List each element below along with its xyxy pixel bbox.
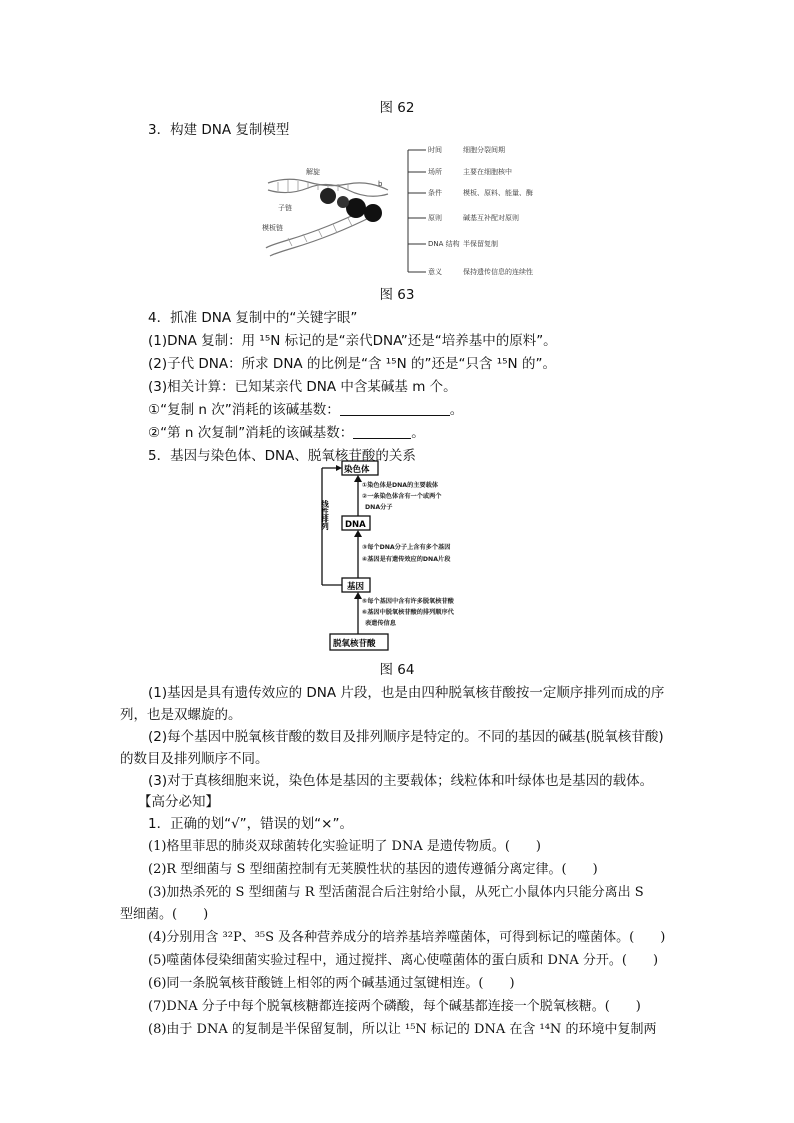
tree-label-time: 时间 <box>428 146 442 154</box>
enzyme-blob <box>320 188 336 204</box>
judge-item-1: (1)格里菲思的肺炎双球菌转化实验证明了 DNA 是遗传物质。( ) <box>148 839 542 854</box>
judge-item-8: (8)由于 DNA 的复制是半保留复制，所以让 ¹⁵N 标记的 DNA 在含 ¹⁴N 的环境中复制两 <box>148 1022 657 1037</box>
fig62-caption: 图 62 <box>379 100 415 116</box>
dna-replication-diagram <box>258 138 558 283</box>
tree-label-meaning: 意义 <box>428 268 442 276</box>
judge-item-7: (7)DNA 分子中每个脱氧核糖都连接两个磷酸，每个碱基都连接一个脱氧核糖。( ) <box>148 999 641 1014</box>
judge-heading: 1．正确的划“√”，错误的划“×”。 <box>148 816 353 832</box>
box-dna: DNA <box>345 520 366 530</box>
judge-item-2: (2)R 型细菌与 S 型细菌控制有无荚膜性状的基因的遗传遵循分离定律。( ) <box>148 862 598 877</box>
tree-label-condition: 条件 <box>428 189 442 197</box>
section4-title: 4．抓准 DNA 复制中的“关键字眼” <box>148 310 358 326</box>
box-nucleotide: 脱氧核苷酸 <box>333 639 376 649</box>
section5-title: 5．基因与染色体、DNA、脱氧核苷酸的关系 <box>148 448 416 464</box>
para1-line2: 列，也是双螺旋的。 <box>120 707 242 723</box>
section4-line4 <box>148 401 463 419</box>
tree-label-principle: 原则 <box>428 214 442 222</box>
tree-text: 保持遗传信息的连续性 <box>463 268 533 276</box>
para1-line1: (1)基因是具有遗传效应的 DNA 片段，也是由四种脱氧核苷酸按一定顺序排列而成的序 <box>148 685 665 701</box>
line5-end: 。 <box>411 425 425 441</box>
judge-item-3a: (3)加热杀死的 S 型细菌与 R 型活菌混合后注射给小鼠，从死亡小鼠体内只能分离出 S <box>148 885 644 900</box>
para2-line2: 的数目及排列顺序不同。 <box>120 751 269 767</box>
note-3b: ⑥基因中脱氧核苷酸的排列顺序代 <box>362 609 454 616</box>
enzyme-blob <box>337 196 349 208</box>
tree-text: 模板、原料、能量、酶 <box>463 189 533 197</box>
tree-text: 细胞分裂间期 <box>463 146 505 154</box>
note-1c: DNA分子 <box>365 504 393 511</box>
note-3c: 表遗传信息 <box>365 620 396 627</box>
label-c: 模板链 <box>262 224 283 232</box>
tree-label-place: 场所 <box>428 168 442 176</box>
judge-item-5: (5)噬菌体侵染细菌实验过程中，通过搅拌、离心使噬菌体的蛋白质和 DNA 分开。( ) <box>148 953 659 968</box>
line5-text: ②“第 n 次复制”消耗的该碱基数： <box>148 425 354 441</box>
answer-blank-1[interactable] <box>340 401 450 416</box>
enzyme-blob <box>364 204 382 222</box>
note-2a: ③每个DNA分子上含有多个基因 <box>362 544 451 551</box>
label-a: 解旋 <box>306 168 320 176</box>
note-3a: ⑤每个基因中含有许多脱氧核苷酸 <box>362 598 454 605</box>
box-gene: 基因 <box>347 582 365 592</box>
tree-text: 主要在细胞核中 <box>463 168 512 176</box>
enzyme-blob <box>346 198 366 218</box>
note-1a: ①染色体是DNA的主要载体 <box>362 482 439 489</box>
judge-item-6: (6)同一条脱氧核苷酸链上相邻的两个碱基通过氢键相连。( ) <box>148 976 515 991</box>
section4-line5 <box>148 424 425 442</box>
line4-text: ①“复制 n 次”消耗的该碱基数： <box>148 402 340 418</box>
note-1b: ②一条染色体含有一个或两个 <box>362 493 442 500</box>
side-label-linear: 线性排列 <box>320 500 330 530</box>
fig63-caption: 图 63 <box>379 287 415 303</box>
gaofen-heading: 【高分必知】 <box>138 794 219 810</box>
tree-text: 碱基互补配对原则 <box>463 214 519 222</box>
gene-relation-diagram <box>308 458 508 654</box>
box-chromosome: 染色体 <box>344 465 370 475</box>
section4-line2: (2)子代 DNA：所求 DNA 的比例是“含 ¹⁵N 的”还是“只含 ¹⁵N 的”。 <box>148 356 556 372</box>
label-b: 子链 <box>278 204 292 212</box>
tree-label-structure: DNA 结构 <box>428 240 460 248</box>
figure-63 <box>258 138 558 283</box>
para3: (3)对于真核细胞来说，染色体是基因的主要载体；线粒体和叶绿体也是基因的载体。 <box>148 773 654 789</box>
figure-64 <box>308 458 508 654</box>
note-2b: ④基因是有遗传效应的DNA片段 <box>362 556 451 563</box>
label-d: b <box>378 180 383 188</box>
section3-title: 3．构建 DNA 复制模型 <box>148 122 290 138</box>
fig64-caption: 图 64 <box>379 662 415 678</box>
answer-blank-2[interactable] <box>353 424 411 439</box>
tree-text: 半保留复制 <box>463 240 498 248</box>
section4-line3: (3)相关计算：已知某亲代 DNA 中含某碱基 m 个。 <box>148 379 457 395</box>
judge-item-3b: 型细菌。( ) <box>120 907 209 922</box>
judge-item-4: (4)分别用含 ³²P、³⁵S 及各种营养成分的培养基培养噬菌体，可得到标记的噬菌体。( ) <box>148 930 666 945</box>
section4-line1: (1)DNA 复制：用 ¹⁵N 标记的是“亲代DNA”还是“培养基中的原料”。 <box>148 333 557 349</box>
para2-line1: (2)每个基因中脱氧核苷酸的数目及排列顺序是特定的。不同的基因的碱基(脱氧核苷酸) <box>148 729 664 745</box>
line4-end: 。 <box>449 402 464 418</box>
